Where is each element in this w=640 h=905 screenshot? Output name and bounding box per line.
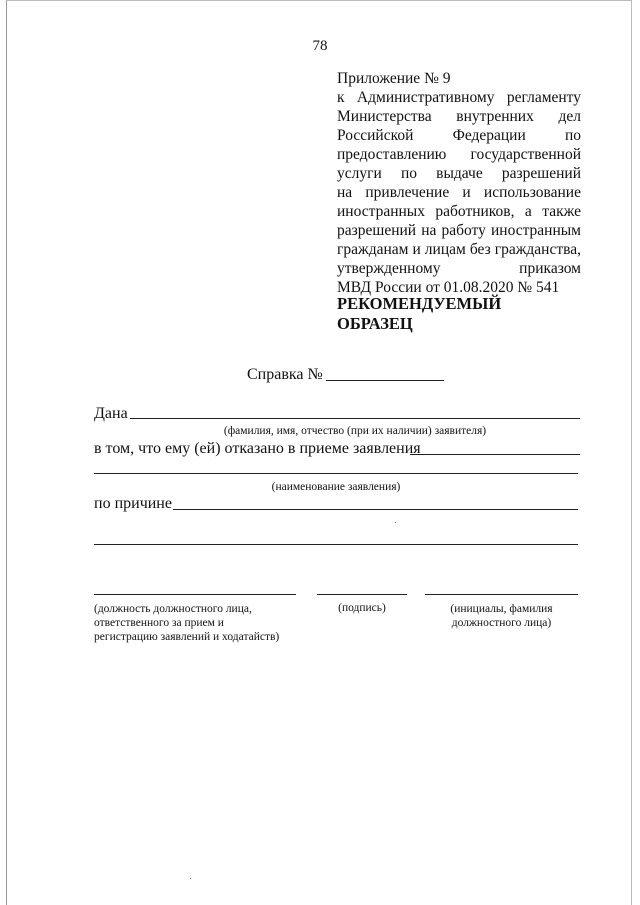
- official-position-field[interactable]: [94, 594, 296, 595]
- given-label: Дана: [94, 405, 128, 422]
- page-number: 78: [312, 38, 328, 54]
- applicant-name-field[interactable]: [130, 418, 580, 419]
- signature-field[interactable]: [317, 594, 407, 595]
- certificate-label: Справка №: [247, 366, 323, 383]
- caption-line: (инициалы, фамилия: [450, 603, 553, 615]
- sample-title-line: РЕКОМЕНДУЕМЫЙ: [337, 294, 502, 313]
- page-edge-top: [6, 0, 632, 1]
- refusal-text: в том, что ему (ей) отказано в приеме заявления: [94, 440, 421, 457]
- applicant-name-caption: (фамилия, имя, отчество (при их наличии) заявителя): [223, 425, 487, 437]
- appendix-line: предоставлению государственной: [337, 146, 581, 163]
- official-name-field[interactable]: [425, 594, 578, 595]
- caption-line: ответственного за прием и: [94, 617, 224, 629]
- appendix-line: Приложение № 9: [337, 70, 451, 87]
- reason-field-continued[interactable]: [94, 544, 578, 545]
- appendix-line: к Административному регламенту: [337, 89, 581, 106]
- scan-speck: [190, 878, 191, 879]
- appendix-header: [337, 69, 581, 297]
- page-edge-left: [6, 0, 7, 905]
- application-name-field-continued[interactable]: [94, 473, 578, 474]
- official-name-caption: [425, 602, 578, 630]
- appendix-line: разрешений на работу иностранным: [337, 222, 581, 239]
- page-edge-right: [631, 0, 632, 905]
- appendix-line: иностранных работников, а также: [337, 203, 581, 220]
- appendix-line: МВД России от 01.08.2020 № 541: [337, 279, 560, 296]
- sample-title-line: ОБРАЗЕЦ: [337, 314, 413, 333]
- appendix-line: услуги по выдаче разрешений: [337, 165, 581, 182]
- appendix-line: Российской Федерации по: [337, 127, 581, 144]
- scan-speck: [395, 522, 396, 523]
- application-name-caption: (наименование заявления): [271, 481, 401, 493]
- appendix-line: утвержденному приказом: [337, 260, 581, 277]
- caption-line: (должность должностного лица,: [94, 603, 252, 615]
- caption-line: должностного лица): [451, 617, 552, 629]
- appendix-line: Министерства внутренних дел: [337, 108, 581, 125]
- certificate-number-field[interactable]: [326, 380, 444, 381]
- reason-label: по причине: [94, 495, 172, 512]
- sample-title: [337, 294, 581, 334]
- reason-field[interactable]: [173, 509, 578, 510]
- signature-caption: (подпись): [338, 602, 386, 614]
- appendix-line: на привлечение и использование: [337, 184, 581, 201]
- official-position-caption: [94, 602, 279, 644]
- caption-line: регистрацию заявлений и ходатайств): [94, 631, 280, 643]
- application-name-field[interactable]: [410, 454, 580, 455]
- appendix-line: гражданам и лицам без гражданства,: [337, 241, 581, 258]
